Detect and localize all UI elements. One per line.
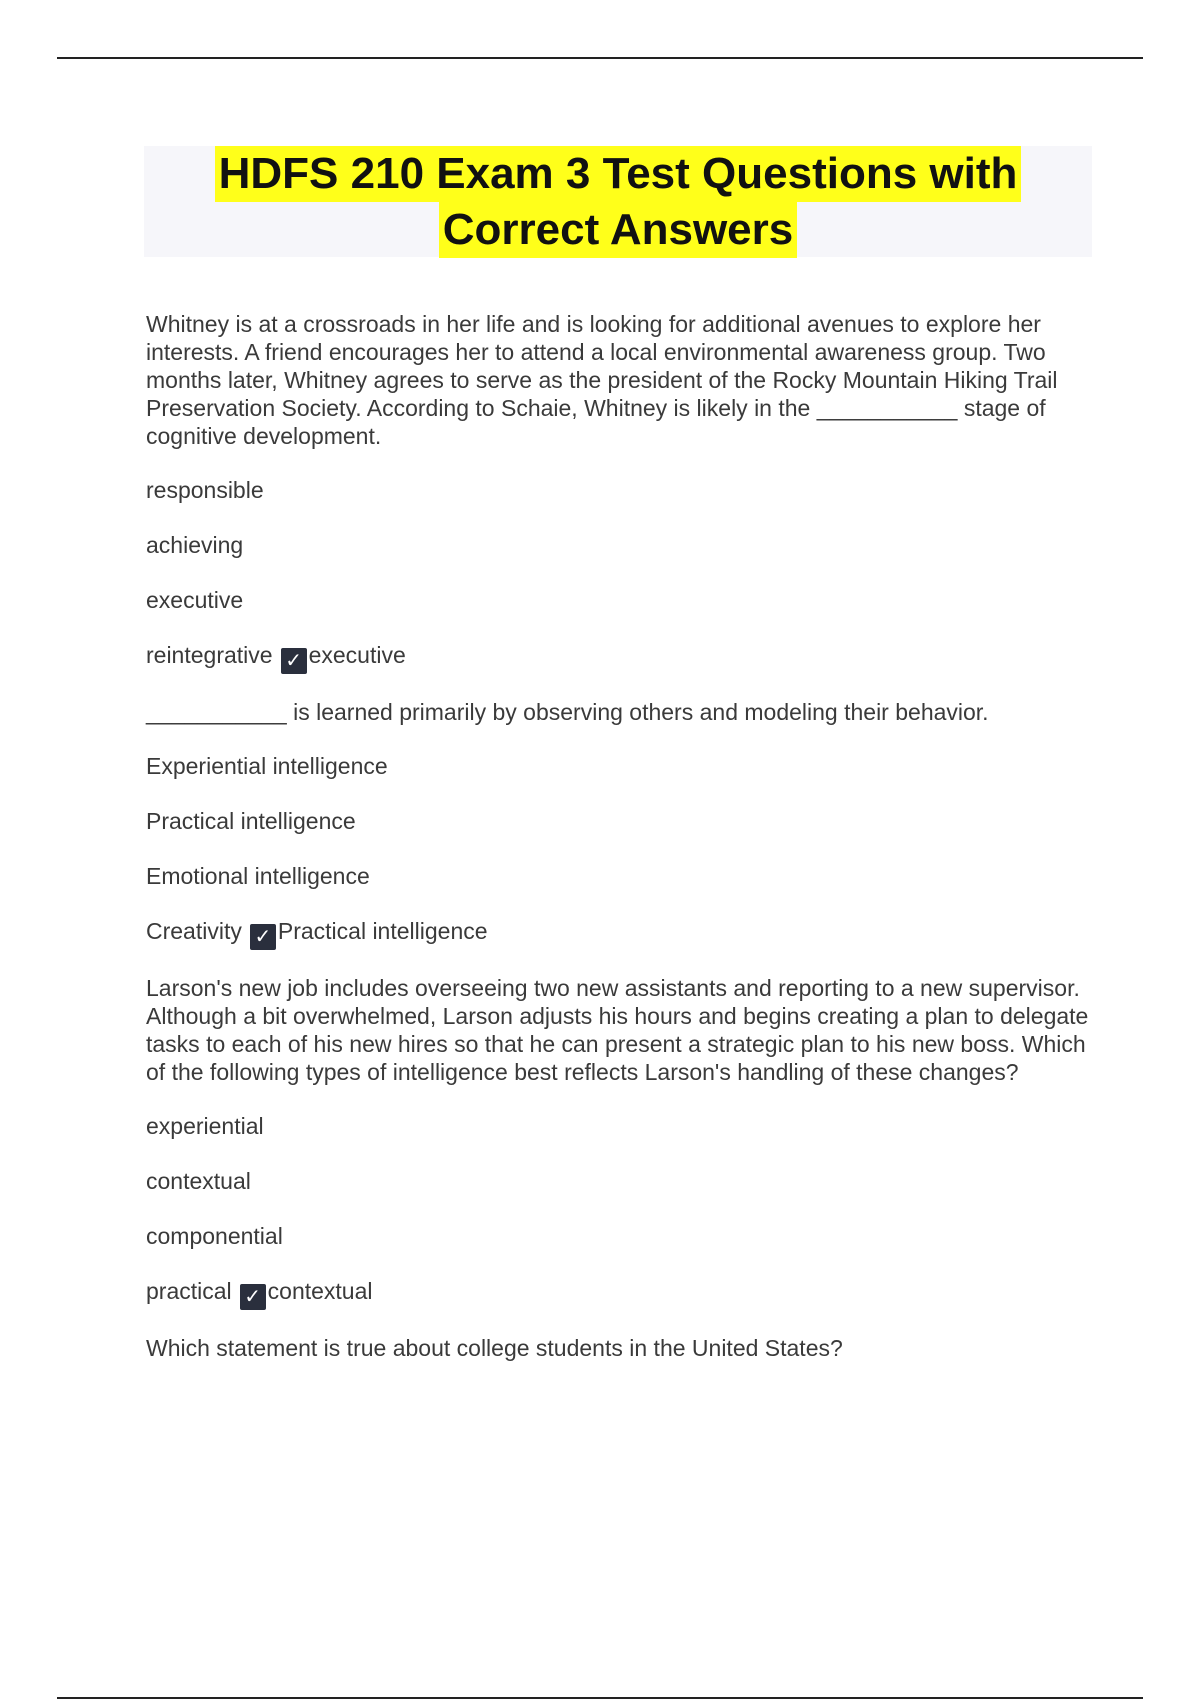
question-1-option-3: executive	[146, 587, 244, 613]
question-3-option-2: contextual	[146, 1168, 251, 1194]
question-3-option-1: experiential	[146, 1113, 264, 1139]
question-1-option-2: achieving	[146, 532, 244, 558]
question-1-option-4-with-answer	[146, 641, 1096, 674]
question-list	[146, 310, 1096, 1388]
question-2-answer: Practical intelligence	[277, 918, 488, 944]
question-2-option-3: Emotional intelligence	[146, 863, 370, 889]
question-3-option-3: componential	[146, 1223, 283, 1249]
checkmark-icon: ✓	[240, 1284, 266, 1310]
question-2-option-1: Experiential intelligence	[146, 753, 388, 779]
question-2-option-4-with-answer	[146, 917, 1096, 950]
page-title-line-2: Correct Answers	[439, 202, 798, 258]
bottom-rule	[57, 1697, 1143, 1699]
top-rule	[57, 57, 1143, 59]
question-1-option-4: reintegrative	[146, 642, 273, 668]
question-3-option-4: practical	[146, 1278, 232, 1304]
question-2-prompt: ___________ is learned primarily by observing others and modeling their behavior.	[146, 699, 989, 725]
title-box	[144, 146, 1092, 257]
question-1-option-1: responsible	[146, 477, 264, 503]
checkmark-icon: ✓	[281, 648, 307, 674]
question-3-option-4-with-answer	[146, 1277, 1096, 1310]
checkmark-icon: ✓	[250, 924, 276, 950]
question-4-prompt: Which statement is true about college students in the United States?	[146, 1335, 843, 1361]
page-title-line-1: HDFS 210 Exam 3 Test Questions with	[215, 146, 1022, 202]
question-2-option-2: Practical intelligence	[146, 808, 356, 834]
question-3-answer: contextual	[267, 1278, 373, 1304]
question-1-prompt: Whitney is at a crossroads in her life and is looking for additional avenues to explore her interests. A friend encourages her to attend a local environmental awareness group. Two months later, Whitney agrees to serve as the president of the Rocky Mountain Hiking Trail Preservation Society. According to Schaie, Whitney is likely in the ___________ stage of cognitive development.	[146, 311, 1058, 449]
question-1-answer: executive	[308, 642, 406, 668]
question-2-option-4: Creativity	[146, 918, 242, 944]
question-3-prompt: Larson's new job includes overseeing two new assistants and reporting to a new supervisor. Although a bit overwhelmed, Larson adjusts his hours and begins creating a plan to delegate tasks to each of his new hires so that he can present a strategic plan to his new boss. Which of the following types of intelligence best reflects Larson's handling of these changes?	[146, 975, 1089, 1085]
